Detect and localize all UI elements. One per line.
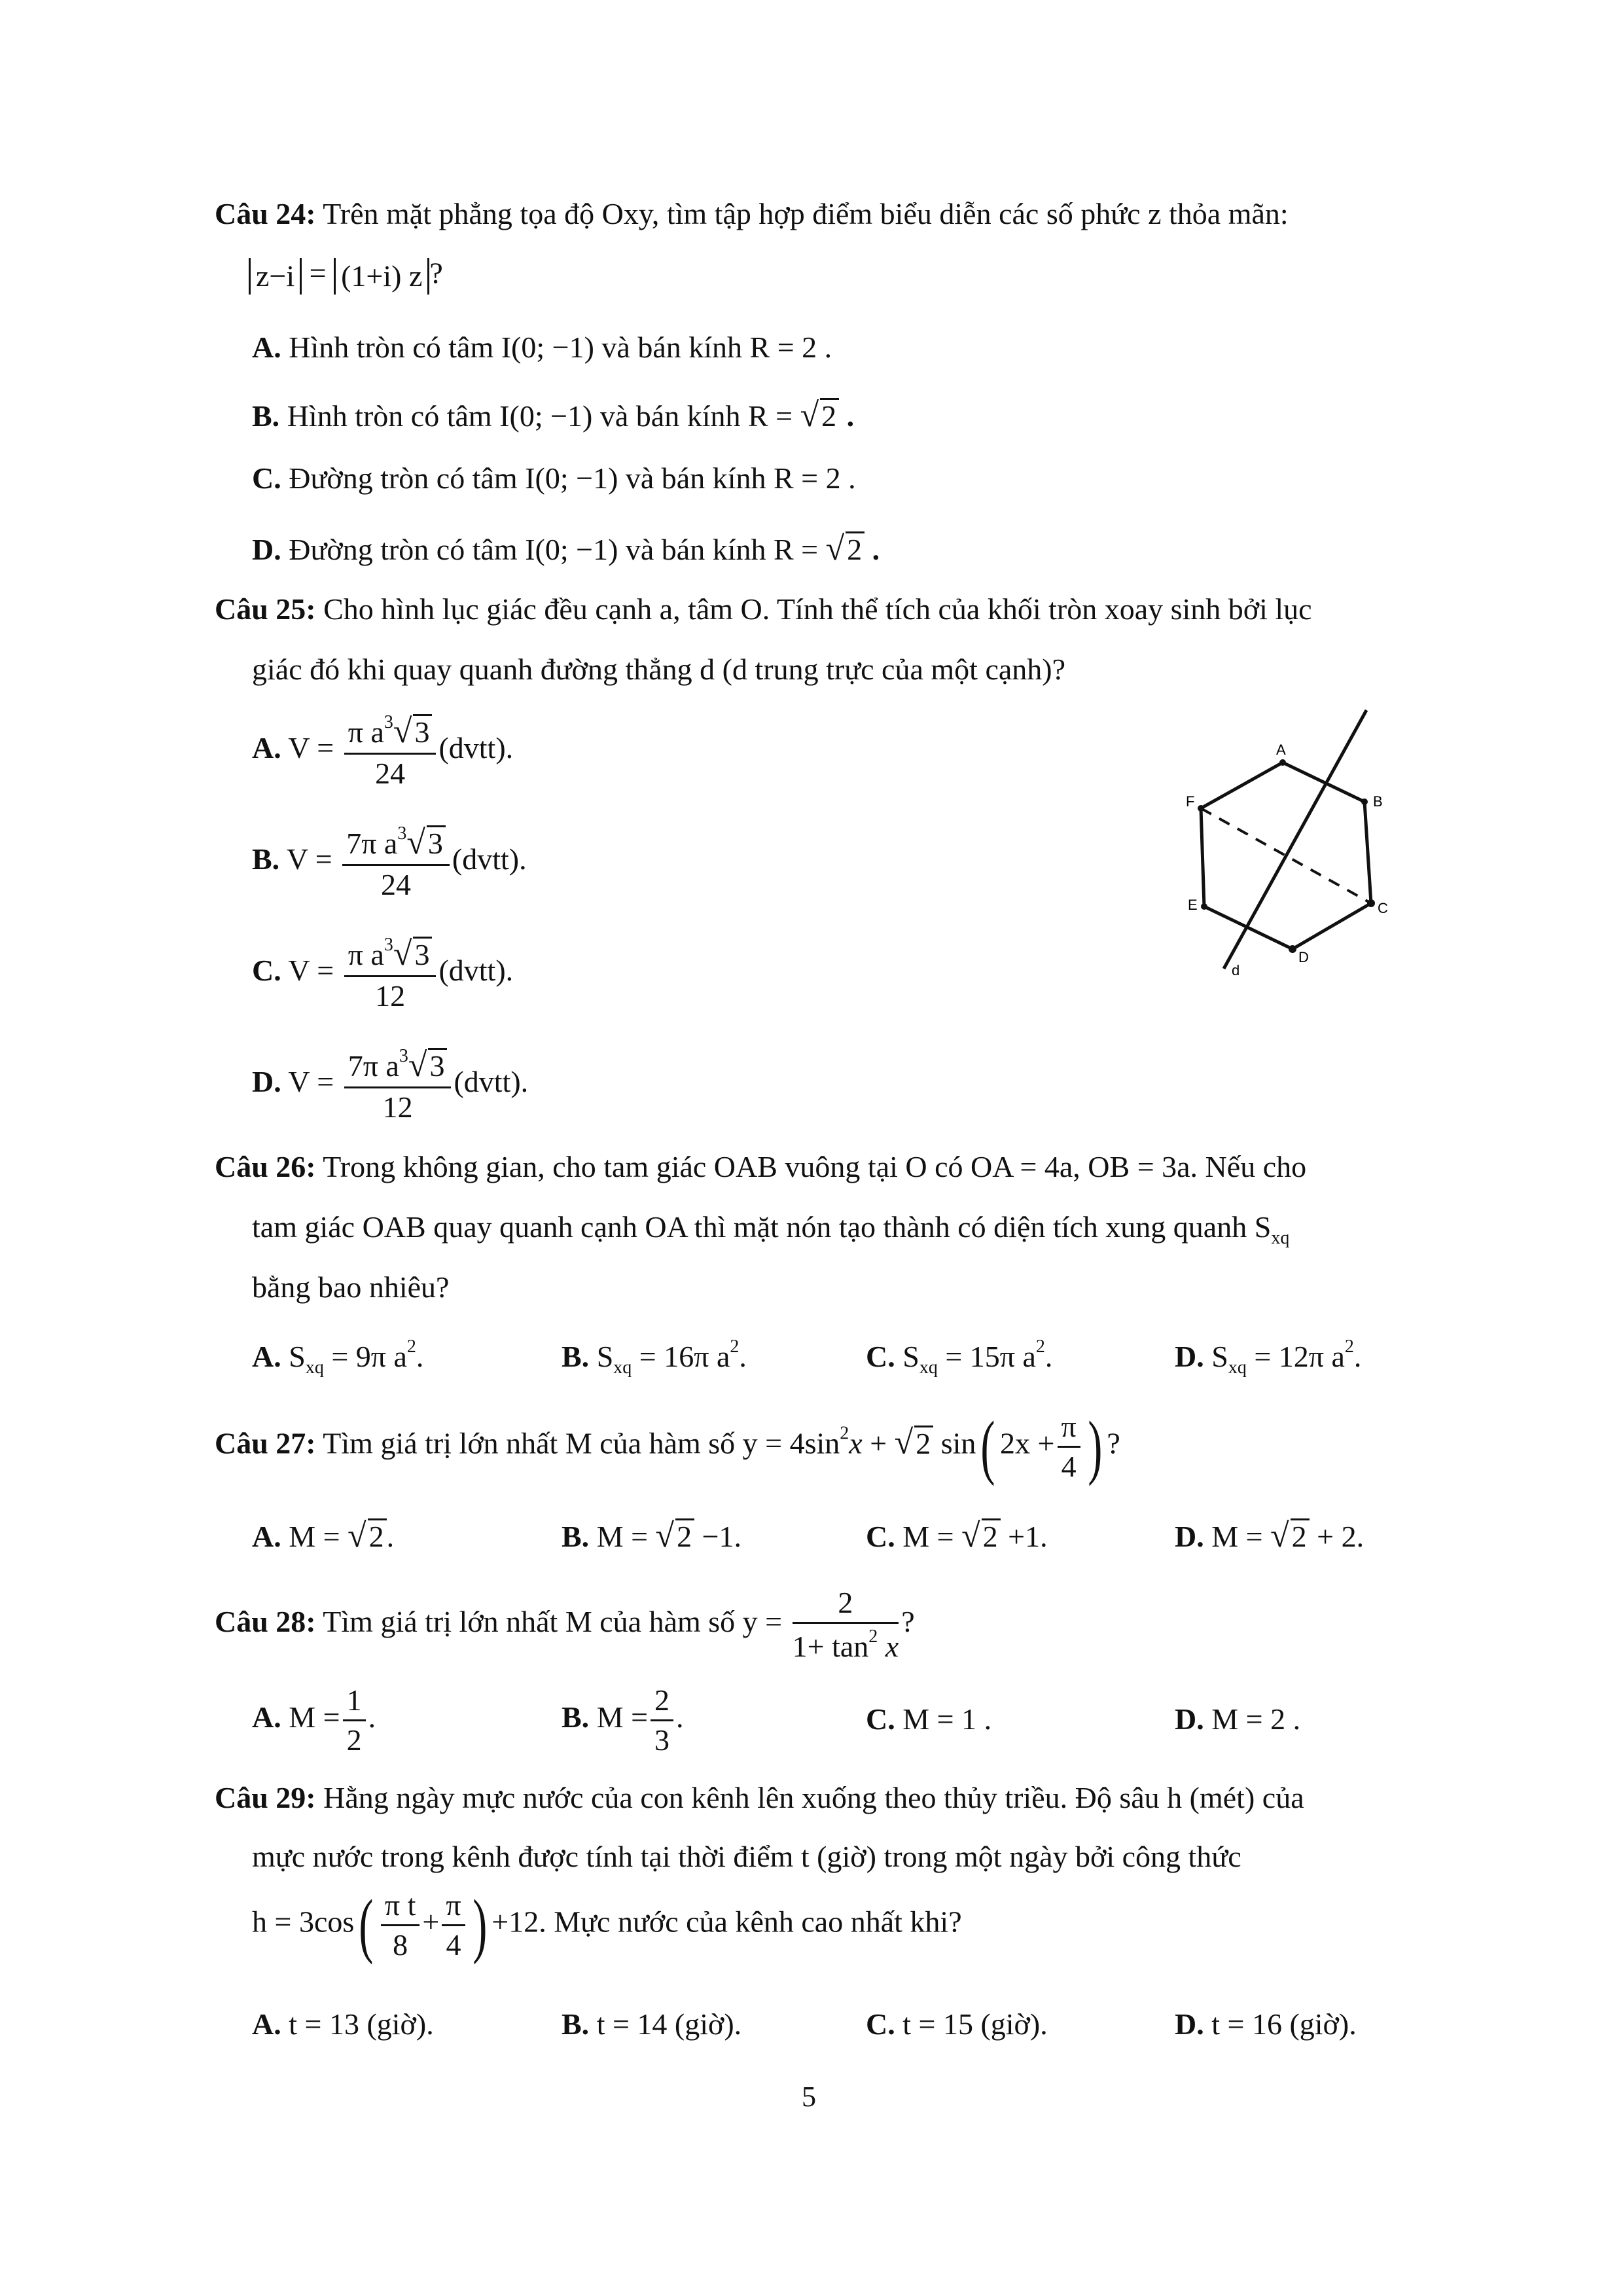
q25-option-d (252, 1047, 528, 1122)
num: 1 (343, 1685, 366, 1721)
q28-lhs: y = (742, 1605, 783, 1639)
option-text: t = 14 (giờ). (596, 2007, 742, 2041)
option-sub: xq (919, 1357, 938, 1378)
option-tail: . (386, 1520, 395, 1553)
option-tail: . (1044, 1340, 1053, 1373)
radicand: 3 (413, 714, 432, 747)
q29-f-plus: + (422, 1905, 440, 1939)
q25-stem-line1 (215, 594, 1312, 624)
option-label: C. (866, 1702, 895, 1736)
q29-option-b (562, 2009, 741, 2039)
den: 3 (654, 1723, 670, 1757)
option-s: S (596, 1340, 614, 1373)
q26-text3: bằng bao nhiêu? (252, 1270, 450, 1304)
den: 4 (1061, 1449, 1077, 1483)
q24-condition (249, 258, 443, 295)
q24-cond-q: ? (429, 256, 443, 290)
num: 7π a (348, 1049, 399, 1083)
num: π (442, 1890, 465, 1926)
option-text: t = 15 (giờ). (902, 2007, 1048, 2041)
q27-q: ? (1107, 1426, 1120, 1460)
option-label: C. (252, 461, 281, 495)
option-tail: −1. (694, 1520, 742, 1553)
q26-stem-line1 (215, 1152, 1306, 1182)
option-tail: . (839, 399, 855, 433)
option-rhs: = 15π a (937, 1340, 1036, 1373)
option-tail: . (865, 533, 880, 566)
option-exp: 2 (1035, 1336, 1045, 1357)
option-tail: . (416, 1340, 424, 1373)
option-pre: M = (596, 1520, 656, 1553)
fraction (793, 1588, 899, 1662)
den: 12 (375, 979, 406, 1013)
q26-text1: Trong không gian, cho tam giác OAB vuông tại O có OA = 4a, OB = 3a. Nếu cho (323, 1150, 1307, 1183)
num: π t (381, 1890, 420, 1926)
q27-stem (215, 1407, 1120, 1486)
option-label: D. (1175, 1340, 1204, 1373)
den: 12 (382, 1090, 413, 1124)
sqrt-icon: √ (348, 1517, 366, 1554)
q25-stem-line2 (252, 655, 1065, 685)
right-paren: ) (472, 1885, 487, 1965)
q24-label: Câu 24: (215, 197, 316, 230)
q29-stem-line1 (215, 1783, 1304, 1813)
q24-cond-eq: = (309, 256, 327, 290)
option-exp: 2 (406, 1336, 416, 1357)
sqrt-icon: √ (961, 1517, 980, 1554)
den-pre: 1+ tan (792, 1630, 869, 1663)
sqrt-icon: √ (408, 1047, 427, 1084)
q24-option-a (252, 332, 832, 363)
exp: 3 (383, 712, 393, 732)
den: 24 (375, 757, 406, 790)
fraction (1058, 1409, 1080, 1483)
vertex-a-dot (1279, 759, 1286, 766)
q25-label: Câu 25: (215, 592, 316, 626)
option-pre: M = (289, 1700, 340, 1734)
q28-text: Tìm giá trị lớn nhất M của hàm số (323, 1605, 736, 1639)
sqrt-icon: √ (1270, 1517, 1289, 1554)
q27-formula-sin: sin (933, 1426, 976, 1460)
sqrt-icon: √ (894, 1424, 914, 1462)
option-lhs: V = (286, 842, 332, 876)
q29-option-a (252, 2009, 434, 2039)
q24-cond-rhs: (1+i) z (334, 258, 429, 295)
option-text: Đường tròn có tâm I(0; −1) và bán kính R = (289, 533, 826, 566)
den: 8 (393, 1928, 408, 1962)
q27-option-a (252, 1518, 394, 1553)
option-label: C. (866, 2007, 895, 2041)
q27-option-c (866, 1518, 1048, 1553)
sqrt-icon: √ (393, 713, 412, 750)
num: 2 (793, 1588, 899, 1624)
q28-option-b (562, 1685, 684, 1755)
q28-option-c (866, 1704, 991, 1734)
vertex-label-c: C (1378, 900, 1388, 916)
option-text: t = 16 (giờ). (1211, 2007, 1357, 2041)
q28-option-a (252, 1685, 376, 1755)
q27-formula-pre: y = 4sin (742, 1426, 840, 1460)
option-sub: xq (613, 1357, 632, 1378)
q24-option-d (252, 531, 880, 566)
sqrt-icon: √ (800, 397, 819, 434)
option-sub: xq (305, 1357, 324, 1378)
option-label: D. (252, 1065, 281, 1099)
option-label: B. (562, 2007, 590, 2041)
option-rhs: = 12π a (1246, 1340, 1345, 1373)
radicand: 2 (914, 1426, 933, 1459)
q24-option-b (252, 398, 854, 433)
q29-f-pre: h = 3cos (252, 1905, 355, 1939)
option-tail: . (368, 1700, 376, 1734)
option-text: t = 13 (giờ). (289, 2007, 434, 2041)
q26-label: Câu 26: (215, 1150, 316, 1183)
option-rhs: = 16π a (632, 1340, 730, 1373)
page-number: 5 (802, 2081, 816, 2113)
vertex-b-dot (1361, 798, 1368, 805)
option-label: A. (252, 1700, 281, 1734)
num: 2 (651, 1685, 673, 1721)
q29-text3: Mực nước của kênh cao nhất khi? (554, 1905, 962, 1939)
num: π a (348, 715, 384, 749)
num: π a (348, 938, 384, 971)
q27-option-b (562, 1518, 741, 1553)
option-text: Hình tròn có tâm I(0; −1) và bán kính R = 2 . (289, 331, 832, 364)
option-label: C. (866, 1340, 895, 1373)
sqrt-icon: √ (393, 935, 412, 973)
option-label: A. (252, 1520, 281, 1553)
q24-text: Trên mặt phẳng tọa độ Oxy, tìm tập hợp điểm biểu diễn các số phức z thỏa mãn: (323, 197, 1289, 230)
q28-stem (215, 1588, 915, 1662)
num: 7π a (346, 827, 398, 860)
fraction (344, 936, 437, 1011)
q24-option-c (252, 463, 856, 493)
option-label: C. (252, 954, 281, 988)
option-label: B. (562, 1340, 590, 1373)
q29-label: Câu 29: (215, 1781, 316, 1814)
option-sub: xq (1228, 1357, 1247, 1378)
option-label: A. (252, 2007, 281, 2041)
q29-text2: mực nước trong kênh được tính tại thời điểm t (giờ) trong một ngày bởi công thức (252, 1840, 1241, 1873)
hexagon-figure (1165, 700, 1414, 988)
option-unit: (dvtt). (438, 731, 514, 765)
den: 2 (346, 1723, 362, 1757)
option-tail: +1. (1000, 1520, 1048, 1553)
option-label: D. (1175, 2007, 1204, 2041)
option-label: A. (252, 1340, 281, 1373)
vertex-label-d: D (1298, 949, 1309, 965)
fraction (344, 1047, 452, 1122)
sqrt-icon: √ (655, 1517, 675, 1554)
option-tail: . (739, 1340, 747, 1373)
den-x: x (878, 1630, 899, 1663)
option-tail: . (676, 1700, 684, 1734)
q29-text1: Hằng ngày mực nước của con kênh lên xuống theo thủy triều. Độ sâu h (mét) của (323, 1781, 1304, 1814)
exp: 3 (397, 823, 407, 844)
q24-stem (215, 199, 1289, 229)
vertex-e-dot (1201, 903, 1207, 910)
q27-formula-x: x (849, 1426, 863, 1460)
option-text: Đường tròn có tâm I(0; −1) và bán kính R = 2 . (289, 461, 856, 495)
vertex-c-dot (1367, 899, 1375, 907)
option-lhs: V = (288, 954, 334, 988)
q26-stem-line2 (252, 1212, 1289, 1247)
radicand: 3 (413, 937, 432, 970)
fraction (342, 825, 450, 900)
option-label: D. (1175, 1520, 1204, 1553)
option-exp: 2 (1344, 1336, 1354, 1357)
q27-formula-plus: + (862, 1426, 895, 1460)
right-paren: ) (1088, 1407, 1103, 1486)
option-label: B. (252, 842, 280, 876)
q24-cond-lhs: z−i (249, 258, 302, 295)
left-paren: ( (980, 1407, 995, 1486)
q29-option-c (866, 2009, 1048, 2039)
q25-option-a (252, 713, 513, 789)
sqrt-icon: √ (406, 824, 425, 861)
option-s: S (1211, 1340, 1228, 1373)
fraction (442, 1890, 465, 1960)
option-lhs: V = (288, 1065, 334, 1099)
radicand: 2 (368, 1518, 387, 1552)
left-paren: ( (359, 1885, 374, 1965)
option-label: D. (252, 533, 281, 566)
fraction (344, 713, 437, 789)
option-label: B. (562, 1520, 590, 1553)
fraction (381, 1890, 420, 1960)
q28-label: Câu 28: (215, 1605, 316, 1639)
den: 4 (446, 1928, 461, 1962)
option-label: B. (562, 1700, 590, 1734)
radicand: 3 (428, 1048, 447, 1081)
q25-text2: giác đó khi quay quanh đường thẳng d (d trung trực của một cạnh)? (252, 653, 1066, 686)
q29-f-post: +12. (491, 1905, 546, 1939)
option-text: Hình tròn có tâm I(0; −1) và bán kính R = (287, 399, 800, 433)
q26-stem-line3 (252, 1272, 449, 1302)
q27-text: Tìm giá trị lớn nhất M của hàm số (323, 1426, 736, 1460)
q26-option-d (1175, 1338, 1361, 1377)
option-s: S (902, 1340, 919, 1373)
radicand: 2 (982, 1518, 1001, 1552)
fraction (343, 1685, 366, 1755)
option-text: M = 2 . (1211, 1702, 1301, 1736)
option-exp: 2 (730, 1336, 740, 1357)
option-pre: M = (902, 1520, 962, 1553)
q29-stem-line2 (252, 1842, 1241, 1872)
q27-formula-exp: 2 (840, 1423, 849, 1444)
q25-option-b (252, 825, 527, 900)
den: 24 (381, 868, 412, 901)
option-unit: (dvtt). (438, 954, 514, 988)
option-rhs: = 9π a (323, 1340, 407, 1373)
option-tail: . (1353, 1340, 1362, 1373)
sqrt-icon: √ (825, 530, 845, 567)
q29-formula (252, 1885, 962, 1965)
q27-option-d (1175, 1518, 1364, 1553)
q26-text2: tam giác OAB quay quanh cạnh OA thì mặt nón tạo thành có diện tích xung quanh S (252, 1210, 1272, 1244)
fraction (651, 1685, 673, 1755)
option-pre: M = (596, 1700, 649, 1734)
option-pre: M = (1211, 1520, 1271, 1553)
q27-formula-in: 2x + (1000, 1426, 1055, 1460)
option-tail: + 2. (1309, 1520, 1364, 1553)
vertex-label-f: F (1186, 793, 1195, 810)
option-unit: (dvtt). (454, 1065, 529, 1099)
radicand: 2 (820, 398, 839, 431)
option-label: C. (866, 1520, 895, 1553)
radicand: 2 (1291, 1518, 1310, 1552)
q26-option-a (252, 1338, 423, 1377)
q26-option-c (866, 1338, 1052, 1377)
exp: 3 (383, 935, 393, 955)
q25-option-c (252, 936, 513, 1011)
radicand: 3 (427, 825, 446, 859)
vertex-label-e: E (1188, 897, 1198, 913)
vertex-label-b: B (1373, 793, 1383, 810)
q26-option-b (562, 1338, 747, 1377)
exp: 3 (399, 1046, 408, 1066)
line-label-d: d (1232, 962, 1240, 978)
option-s: S (289, 1340, 306, 1373)
option-lhs: V = (288, 731, 334, 765)
q27-label: Câu 27: (215, 1426, 316, 1460)
q28-option-d (1175, 1704, 1300, 1734)
q29-option-d (1175, 2009, 1357, 2039)
radicand: 2 (846, 531, 865, 565)
option-label: A. (252, 731, 281, 765)
option-label: D. (1175, 1702, 1204, 1736)
num: π (1058, 1412, 1080, 1448)
vertex-label-a: A (1276, 742, 1286, 758)
vertex-d-dot (1289, 945, 1296, 953)
q26-text2-sub: xq (1271, 1228, 1290, 1248)
radicand: 2 (675, 1518, 694, 1552)
den-exp: 2 (868, 1626, 878, 1647)
q28-q: ? (901, 1605, 915, 1639)
option-label: B. (252, 399, 280, 433)
option-unit: (dvtt). (452, 842, 527, 876)
q25-text1: Cho hình lục giác đều cạnh a, tâm O. Tính thể tích của khối tròn xoay sinh bởi lục (323, 592, 1312, 626)
vertex-f-dot (1198, 805, 1204, 812)
option-label: A. (252, 331, 281, 364)
axis-d-line (1224, 710, 1366, 969)
option-pre: M = (289, 1520, 348, 1553)
option-text: M = 1 . (902, 1702, 992, 1736)
